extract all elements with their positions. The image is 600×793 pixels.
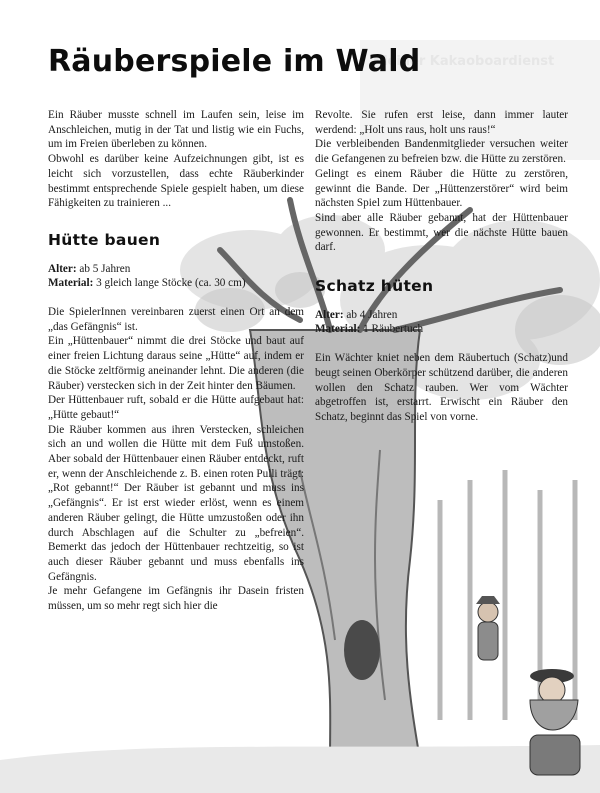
ground [0, 745, 600, 793]
game1-material-value: 3 gleich lange Stöcke (ca. 30 cm) [96, 277, 246, 290]
tree-hollow [344, 620, 380, 680]
left-column [48, 108, 304, 614]
game1-age-value: ab 5 Jahren [79, 262, 131, 275]
game1-paragraph-4: Die Räuber kommen aus ihren Verstecken, schleichen sich an und wollen die Hütte mit dem Fuß umstoßen. Aber sobald der Hüttenbauer einen Räuber entdeckt, ruft er, wenn der Anschleichende z. B. einen roten Pulli trägt: „Rot gebannt!“ Der Räuber ist gebannt und muss ins „Gefängnis“. Er ist erst wieder erlöst, wenn es einem anderen Räuber gelingt, die Hütte umzustoßen oder ihn durch Abschlagen auf die Schulter zu „befreien“. Bemerkt das jedoch der Hüttenbauer rechtzeitig, so ist auch dieser Räuber gebannt und muss ebenfalls ins Gefängnis. [48, 423, 304, 583]
faded-box-heading: Kleiner Kakaoboardienst [373, 54, 555, 69]
child-figure-back [476, 596, 500, 660]
game1-heading: Hütte bauen [48, 230, 161, 249]
game2-paragraph-1: Ein Wächter kniet neben dem Räubertuch (Schatz)und beugt seinen Oberkörper schützend darüber, die anderen wollen den Schatz rauben. Wer vom Wächter abgetroffen ist, erstarrt. Erwischt ein Räuber den Schatz, beginnt das Spiel von vorne. [315, 352, 568, 423]
game1-material [48, 276, 304, 291]
game2-material-value: 1 Räubertuch [363, 323, 424, 336]
game1-age [48, 262, 304, 277]
game2-age-label: Alter: [315, 308, 344, 321]
game1-age-label: Alter: [48, 262, 77, 275]
game1-continued-3: Gelingt es einem Räuber die Hütte zu zerstören, gewinnt die Bande. Der „Hüttenzerstörer“ wird beim nächsten Spiel zum Hüttenbauer. [315, 167, 568, 210]
intro-paragraph-1: Ein Räuber musste schnell im Laufen sein, leise im Anschleichen, mutig in der Tat und listig wie ein Fuchs, um im Freien überleben zu können. [48, 109, 304, 151]
game1-paragraph-1: Die SpielerInnen vereinbaren zuerst einen Ort an dem „das Gefängnis“ ist. [48, 306, 304, 333]
page-title: Räuberspiele im Wald [48, 44, 421, 79]
game2-age-value: ab 4 Jahren [346, 308, 398, 321]
game1-material-label: Material: [48, 277, 94, 290]
intro-paragraph-2: Obwohl es darüber keine Aufzeichnungen gibt, ist es leicht sich vorzustellen, dass echte Räuberkinder bestimmt entsprechende Spiele gespielt haben, um diese Fähigkeiten zu trainieren ... [48, 153, 304, 210]
game2-material-label: Material: [315, 323, 361, 336]
game1-paragraph-2: Ein „Hüttenbauer“ nimmt die drei Stöcke und baut auf einer freien Lichtung daraus seine „Hütte“ auf, indem er die Stöcke zeltförmig aneinander lehnt. Die anderen (die Räuber) verstecken sich in der Zeit hinter den Bäumen. [48, 335, 304, 392]
game2-age [315, 308, 568, 323]
right-column [315, 108, 568, 425]
game1-paragraph-5: Je mehr Gefangene im Gefängnis ihr Dasein fristen müssen, um so mehr regt sich hier die [48, 585, 304, 613]
game1-continued-2: Die verbleibenden Bandenmitglieder versuchen weiter die Gefangenen zu befreien bzw. die Hütte zu zerstören. [315, 138, 568, 166]
game2-heading: Schatz hüten [315, 277, 434, 296]
game1-continued-1: Revolte. Sie rufen erst leise, dann immer lauter werdend: „Holt uns raus, holt uns raus!“ [315, 109, 568, 136]
game1-paragraph-3: Der Hüttenbauer ruft, sobald er die Hütte aufgebaut hat: „Hütte gebaut!“ [48, 394, 304, 421]
game2-material [315, 322, 568, 337]
game1-continued-4: Sind aber alle Räuber gebannt, hat der Hüttenbauer gewonnen. Er bestimmt, wer die nächste Hütte bauen darf. [315, 211, 568, 254]
